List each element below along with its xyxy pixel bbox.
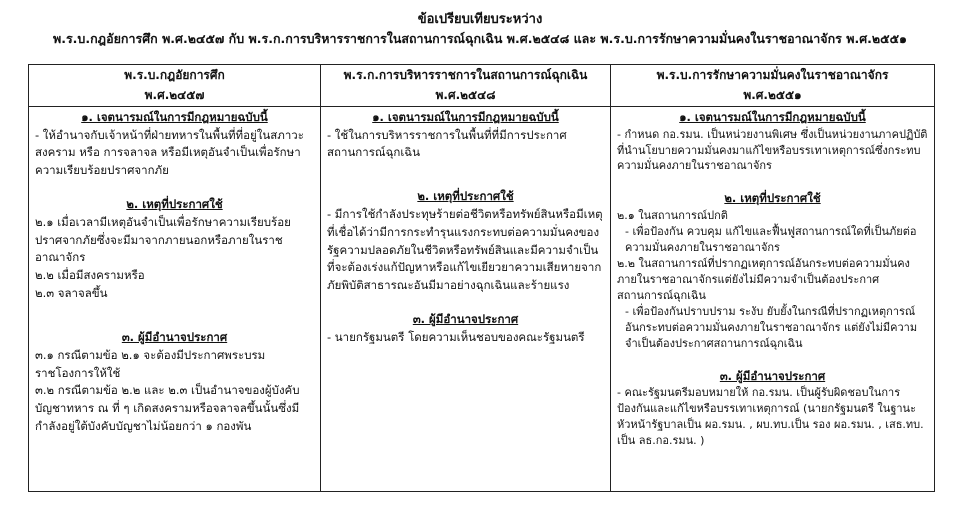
section-text: - ใช้ในการบริหารราชการในพื้นที่ที่มีการประกาศสถานการณ์ฉุกเฉิน	[327, 127, 567, 160]
section-text: ๒.๒ เมื่อมีสงครามหรือ	[35, 268, 145, 283]
section-heading: ๓. ผู้มีอำนาจประกาศ	[121, 329, 228, 344]
document-subtitle: พ.ร.บ.กฎอัยการศึก พ.ศ.๒๔๕๗ กับ พ.ร.ก.การบริหารราชการในสถานการณ์ฉุกเฉิน พ.ศ.๒๕๔๘ และ พ.ร.บ.การรักษาความมั่นคงในราชอาณาจักร พ.ศ.๒๕๕๑	[52, 30, 907, 46]
section-heading: ๒. เหตุที่ประกาศใช้	[417, 189, 514, 204]
column-year: พ.ศ.๒๔๕๗	[144, 88, 205, 103]
section-text: ๒.๑ ในสถานการณ์ปกติ	[617, 209, 728, 223]
column-cell-emergency-decree	[321, 106, 611, 491]
column-cell-internal-security-act	[611, 106, 935, 491]
section-heading: ๓. ผู้มีอำนาจประกาศ	[412, 312, 519, 327]
section-text: - นายกรัฐมนตรี โดยความเห็นชอบของคณะรัฐมนตรี	[327, 329, 585, 344]
column-header-martial-law	[29, 65, 321, 107]
section-text: ๒.๑ เมื่อเวลามีเหตุอันจำเป็นเพื่อรักษาความเรียบร้อยปราศจากภัยซึ่งจะมีมาจากภายนอกหรือภายในราชอาณาจักร	[35, 214, 291, 265]
section-text: ๓.๑ กรณีตามข้อ ๒.๑ จะต้องมีประกาศพระบรมราชโองการให้ใช้	[35, 347, 266, 380]
section-text: - เพื่อป้องกันปราบปราม ระงับ ยับยั้งในกรณีที่ปรากฏเหตุการณ์อันกระทบต่อความมั่นคงภายในราชอาณาจักร แต่ยังไม่มีความจำเป็นต้องประกาศสถานการณ์ฉุกเฉิน	[625, 304, 918, 350]
column-year: พ.ศ.๒๕๔๘	[435, 88, 496, 103]
column-cell-martial-law	[29, 106, 321, 491]
table-header-row	[29, 65, 935, 107]
section-heading: ๑. เจตนารมณ์ในการมีกฎหมายฉบับนี้	[679, 109, 866, 124]
section-heading: ๒. เหตุที่ประกาศใช้	[126, 197, 223, 212]
section-text: - เพื่อป้องกัน ควบคุม แก้ไขและฟื้นฟูสถานการณ์ใดที่เป็นภัยต่อความมั่นคงภายในราชอาณาจักร	[625, 225, 917, 255]
column-year: พ.ศ.๒๕๕๑	[743, 88, 802, 103]
section-heading: ๓. ผู้มีอำนาจประกาศ	[719, 368, 826, 383]
section-heading: ๑. เจตนารมณ์ในการมีกฎหมายฉบับนี้	[372, 109, 559, 124]
column-header-internal-security-act	[611, 65, 935, 107]
section-text: - ให้อำนาจกับเจ้าหน้าที่ฝ่ายทหารในพื้นที่ที่อยู่ในสภาวะสงคราม หรือ การจลาจล หรือมีเหตุอันจำเป็นเพื่อรักษาความเรียบร้อยปราศจากภัย	[35, 127, 304, 178]
section-text: ๒.๒ ในสถานการณ์ที่ปรากฏเหตุการณ์อันกระทบต่อความมั่นคงภายในราชอาณาจักรแต่ยังไม่มีความจำเป็นต้องประกาศสถานการณ์ฉุกเฉิน	[617, 257, 910, 302]
section-text: - คณะรัฐมนตรีมอบหมายให้ กอ.รมน. เป็นผู้รับผิดชอบในการป้องกันและแก้ไขหรือบรรเทาเหตุการณ์ (นายกรัฐมนตรี ในฐานะหัวหน้ารัฐบาลเป็น ผอ.รมน. , ผบ.ทบ.เป็น รอง ผอ.รมน. , เสธ.ทบ. เป็น ลธ.กอ.รมน. )	[617, 386, 924, 448]
column-header-emergency-decree	[321, 65, 611, 107]
column-heading: พ.ร.บ.กฎอัยการศึก	[124, 68, 225, 82]
comparison-table	[28, 64, 935, 492]
section-text: ๓.๒ กรณีตามข้อ ๒.๒ และ ๒.๓ เป็นอำนาจของผู้บังคับบัญชาทหาร ณ ที่ ๆ เกิดสงครามหรือจลาจลขึ้นนั้นซึ่งมีกำลังอยู่ใต้บังคับบัญชาไม่น้อยกว่า ๑ กองพัน	[35, 383, 300, 433]
section-text: - กำหนด กอ.รมน. เป็นหน่วยงานพิเศษ ซึ่งเป็นหน่วยงานภาคปฏิบัติที่นำนโยบายความมั่นคงมาแก้ไขหรือบรรเทาเหตุการณ์ซึ่งกระทบความมั่นคงภายในราชอาณาจักร	[617, 127, 928, 173]
section-heading: ๒. เหตุที่ประกาศใช้	[724, 191, 821, 206]
section-heading: ๑. เจตนารมณ์ในการมีกฎหมายฉบับนี้	[81, 109, 268, 124]
section-text: - มีการใช้กำลังประทุษร้ายต่อชีวิตหรือทรัพย์สินหรือมีเหตุที่เชื่อได้ว่ามีการกระทำรุนแรงกระทบต่อความมั่นคงของรัฐความปลอดภัยในชีวิตหรือทรัพย์สินและมีความจำเป็นที่จะต้องเร่งแก้ปัญหาหรือแก้ไขเยียวยาความเสียหายจากภัยพิบัติสาธารณะอันมีมาอย่างฉุกเฉินและร้ายแรง	[327, 207, 603, 293]
section-text: ๒.๓ จลาจลขึ้น	[35, 286, 108, 301]
document-title: ข้อเปรียบเทียบระหว่าง	[417, 12, 543, 27]
table-body-row	[29, 106, 935, 491]
column-heading: พ.ร.ก.การบริหารราชการในสถานการณ์ฉุกเฉิน	[343, 68, 588, 82]
column-heading: พ.ร.บ.การรักษาความมั่นคงในราชอาณาจักร	[656, 68, 889, 82]
